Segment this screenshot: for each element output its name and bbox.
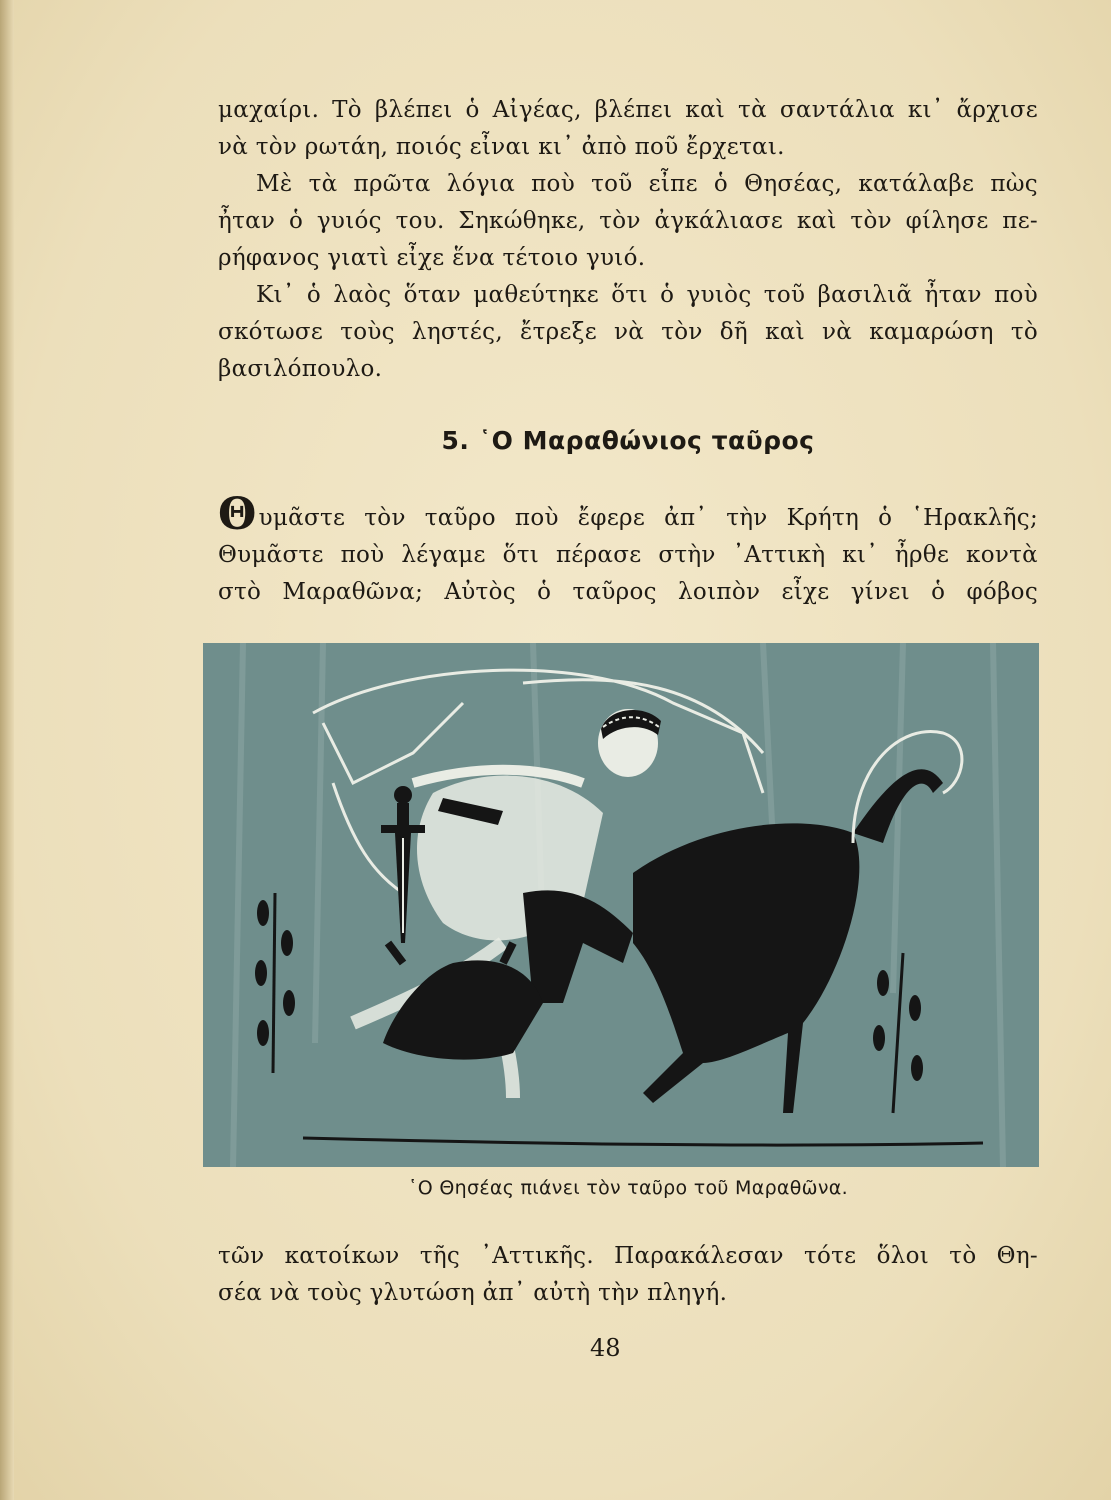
paragraph-3 [218, 277, 1038, 388]
figure-caption: ῾Ο Θησέας πιάνει τὸν ταῦρο τοῦ Μαραθῶνα. [408, 1177, 848, 1199]
olive-branch-right [873, 953, 923, 1113]
text-line-rest: υμᾶστε τὸν ταῦρο ποὺ ἔφερε ἀπ᾿ τὴν Κρήτη ὁ ῾Ηρακλῆς; [258, 505, 1038, 531]
text-line: τῶν κατοίκων τῆς ᾿Αττικῆς. Παρακάλεσαν τότε ὅλοι τὸ Θη- [218, 1243, 1038, 1269]
paragraph-1 [218, 92, 1038, 166]
text-line: Θυμᾶστε ποὺ λέγαμε ὅτι πέρασε στὴν ᾿Αττικὴ κι᾿ ἦρθε κοντὰ [218, 542, 1038, 568]
illustration-theseus-bull [203, 643, 1039, 1167]
page-number: 48 [590, 1334, 621, 1362]
text-line [218, 489, 1038, 540]
paragraph-2 [218, 166, 1038, 277]
drop-cap: Θ [218, 489, 257, 540]
illustration-drawing [203, 643, 1039, 1167]
text-line: σκότωσε τοὺς ληστές, ἔτρεξε νὰ τὸν δῆ καὶ νὰ καμαρώση τὸ [218, 319, 1038, 345]
text-line: Κι᾿ ὁ λαὸς ὅταν μαθεύτηκε ὅτι ὁ γυιὸς τοῦ βασιλιᾶ ἦταν ποὺ [256, 282, 1038, 308]
text-line: ἦταν ὁ γυιός του. Σηκώθηκε, τὸν ἀγκάλιασε καὶ τὸν φίλησε πε- [218, 208, 1038, 234]
ground-line [303, 1138, 983, 1145]
text-line: βασιλόπουλο. [218, 356, 383, 382]
text-line: Μὲ τὰ πρῶτα λόγια ποὺ τοῦ εἶπε ὁ Θησέας, κατάλαβε πὼς [256, 171, 1038, 197]
page-binding-edge [0, 0, 14, 1500]
text-line: στὸ Μαραθῶνα; Αὐτὸς ὁ ταῦρος λοιπὸν εἶχε γίνει ὁ φόβος [218, 579, 1038, 605]
text-line: νὰ τὸν ρωτάη, ποιός εἶναι κι᾿ ἀπὸ ποῦ ἔρχεται. [218, 134, 785, 160]
paragraph-5 [218, 1238, 1038, 1312]
section-heading: 5. ῾Ο Μαραθώνιος ταῦρος [441, 426, 815, 455]
paragraph-4 [218, 489, 1038, 611]
olive-branch-left [255, 893, 295, 1073]
text-line: ρήφανος γιατὶ εἶχε ἕνα τέτοιο γυιό. [218, 245, 646, 271]
text-line: σέα νὰ τοὺς γλυτώση ἀπ᾿ αὐτὴ τὴν πληγή. [218, 1280, 728, 1306]
text-line: μαχαίρι. Τὸ βλέπει ὁ Αἰγέας, βλέπει καὶ τὰ σαντάλια κι᾿ ἄρχισε [218, 97, 1038, 123]
theseus-head [598, 709, 661, 777]
